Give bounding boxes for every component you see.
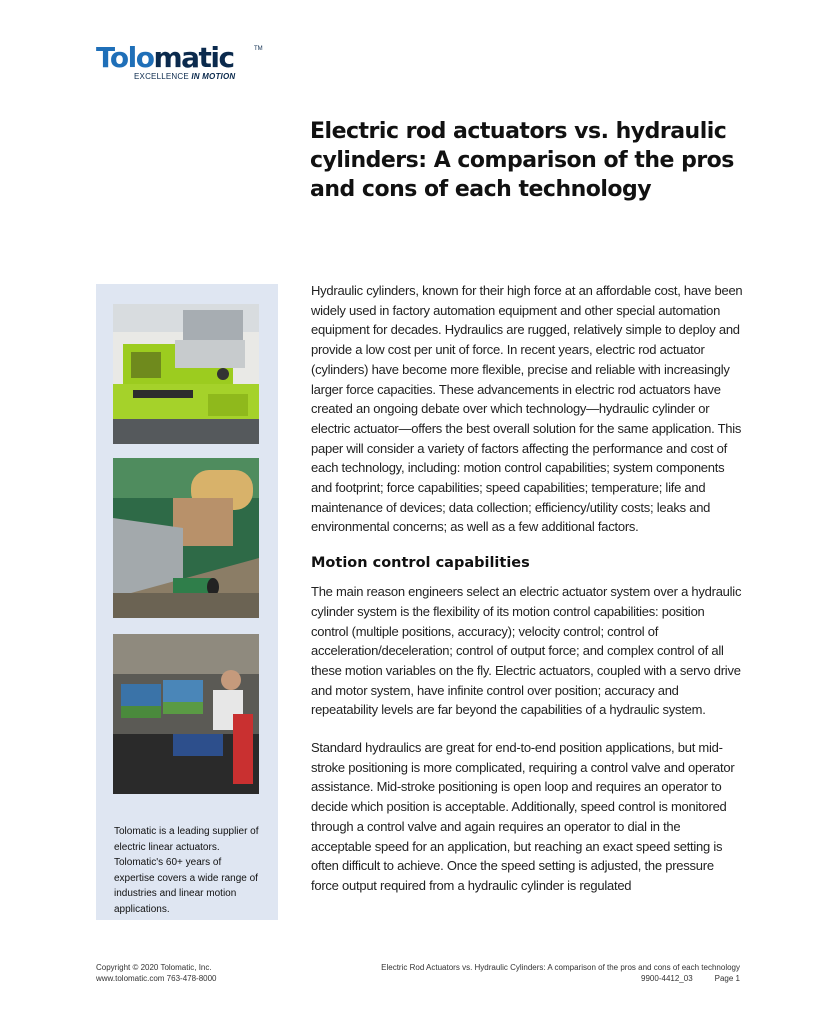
tagline-bold: IN MOTION	[191, 72, 236, 81]
logo-trademark: TM	[254, 46, 263, 52]
logo-tagline	[134, 72, 235, 81]
section-heading-motion-control: Motion control capabilities	[311, 555, 530, 572]
tagline-plain: EXCELLENCE	[134, 72, 189, 81]
intro-paragraph: Hydraulic cylinders, known for their high force at an affordable cost, have been widely used in factory automation equipment and other special automation equipment for decades. Hydraulics are rugged, relatively simple to deploy and provide a low cost per unit of force. In recent years, electric rod actuator (cylinders) have become more flexible, precise and reliable with increasingly larger force capacities. These advancements in electric rod actuators have created an ongoing debate over which technology—hydraulic cylinder or electric actuator—offers the best overall solution for the same application. This paper will consider a variety of factors affecting the performance and cost of each technology, including: motion control capabilities; system components and footprint; force capabilities; speed capabilities; temperature; life and maintenance of devices; data collection; efficiency/utility costs; leaks and environmental concerns; as well as a few additional factors.	[311, 283, 743, 535]
logo-wordmark	[96, 42, 234, 74]
main-text-column	[311, 281, 743, 896]
page-title: Electric rod actuators vs. hydraulic cylinders: A comparison of the pros and cons of each technology	[310, 119, 734, 202]
footer-page-number: Page 1	[714, 974, 740, 983]
footer-doc-number: 9900-4412_03	[641, 974, 693, 983]
footer-right	[381, 962, 740, 984]
sidebar-caption: Tolomatic is a leading supplier of electric linear actuators. Tolomatic's 60+ years of expertise covers a wide range of industries and linear motion applications.	[114, 826, 259, 915]
footer-contact: www.tolomatic.com 763-478-8000	[96, 974, 217, 983]
driving-simulator-photo-graphic	[113, 634, 259, 794]
footer-copyright: Copyright © 2020 Tolomatic, Inc.	[96, 963, 212, 972]
machine-photo-icon	[113, 304, 259, 444]
timber-saw-photo-graphic	[113, 458, 259, 618]
footer-doc-title: Electric Rod Actuators vs. Hydraulic Cylinders: A comparison of the pros and cons of each technology	[381, 963, 740, 972]
footer-doc-meta	[381, 973, 740, 984]
logo-word-part1: Tolo	[96, 41, 154, 74]
timber-saw-photo-icon	[113, 458, 259, 618]
motion-control-paragraph-1: The main reason engineers select an electric actuator system over a hydraulic cylinder system is the flexibility of its motion control capabilities: position control (multiple positions, accuracy); velocity control; control of acceleration/deceleration; control of output force; and complex control of all these motion variables on the fly. Electric actuators, coupled with a servo drive and motor system, have infinite control over position; accuracy and repeatability levels are far beyond the capabilities of a hydraulic system.	[311, 584, 742, 718]
paragraph-gap	[311, 720, 743, 738]
footer-left	[96, 962, 217, 984]
driving-simulator-photo-icon	[113, 634, 259, 794]
motion-control-paragraph-2: Standard hydraulics are great for end-to-end position applications, but mid-stroke positioning is more complicated, requiring a control valve and operator assistance. Mid-stroke positioning is open loop and requires an operator to decide which position is acceptable. Additionally, speed control is monitored through a control valve and again requires an operator to dial in the acceptable speed for an application, but reaching an exact speed setting is often difficult to achieve. Once the speed setting is adjusted, the pressure force output required from a hydraulic cylinder is regulated	[311, 740, 735, 893]
machine-photo-graphic	[113, 304, 259, 444]
tolomatic-logo	[96, 42, 266, 84]
sidebar-panel	[96, 284, 278, 920]
logo-word-part2: matic	[153, 41, 234, 74]
